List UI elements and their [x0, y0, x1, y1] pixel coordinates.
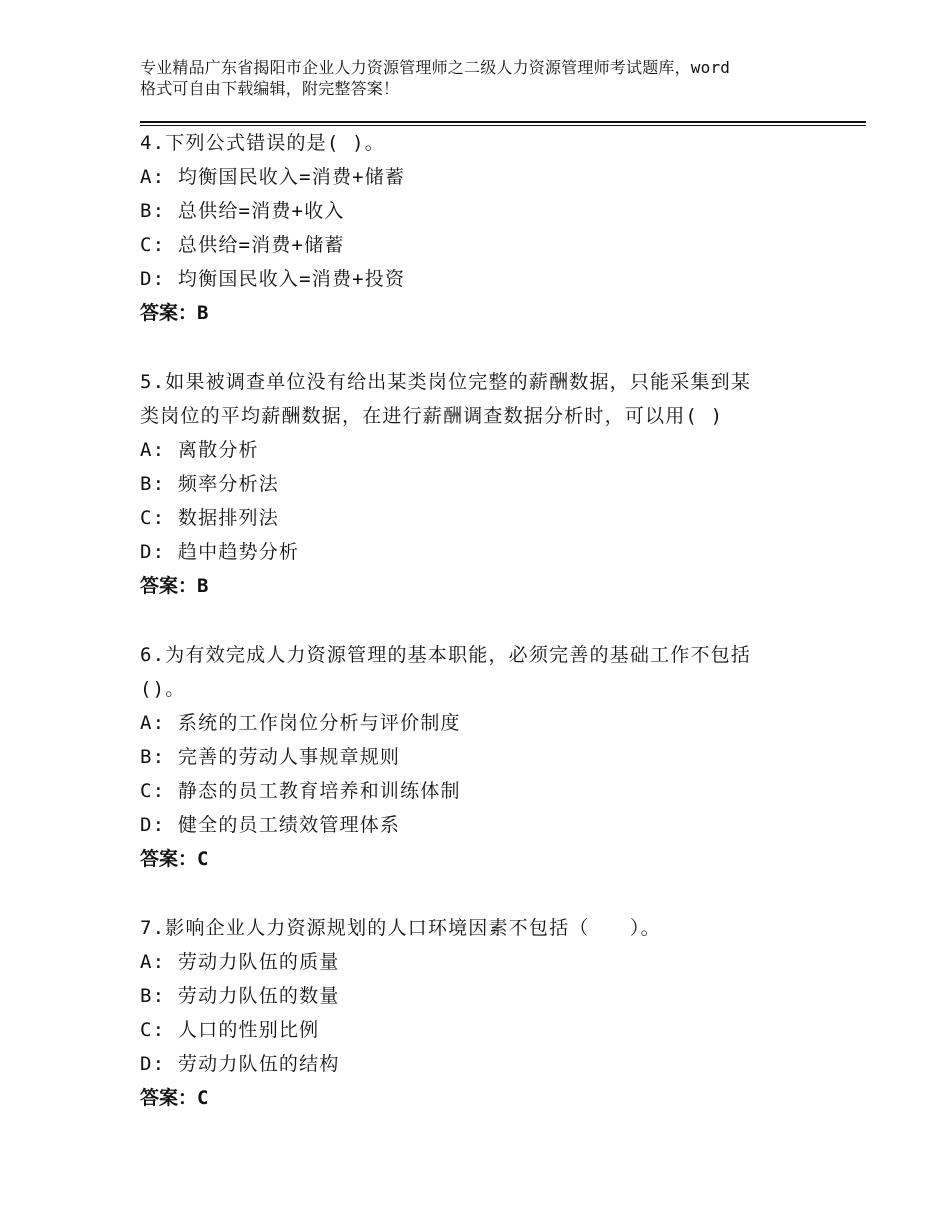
option-b: B: 劳动力队伍的数量 [140, 985, 340, 1007]
option-d: D: 趋中趋势分析 [140, 541, 300, 563]
document-header: 专业精品广东省揭阳市企业人力资源管理师之二级人力资源管理师考试题库，word 格式可自由下载编辑，附完整答案！ [140, 58, 731, 98]
question-6 [140, 638, 840, 876]
answer-line [140, 569, 840, 603]
answer-value: B [197, 575, 209, 597]
answer-label: 答案： [140, 575, 198, 597]
option-b: B: 总供给=消费+收入 [140, 200, 345, 222]
option-a: A: 劳动力队伍的质量 [140, 951, 340, 973]
question-4 [140, 126, 840, 330]
question-text: 5.如果被调查单位没有给出某类岗位完整的薪酬数据，只能采集到某 类岗位的平均薪酬数据，在进行薪酬调查数据分析时，可以用( ) [140, 371, 752, 427]
answer-value: C [197, 1087, 209, 1109]
option-a: A: 系统的工作岗位分析与评价制度 [140, 712, 461, 734]
option-c: C: 数据排列法 [140, 507, 279, 529]
option-c: C: 总供给=消费+储蓄 [140, 234, 345, 256]
answer-label: 答案： [140, 848, 198, 870]
answer-label: 答案： [140, 302, 198, 324]
question-5 [140, 365, 840, 603]
answer-line [140, 842, 840, 876]
option-d: D: 均衡国民收入=消费+投资 [140, 268, 406, 290]
answer-label: 答案： [140, 1087, 198, 1109]
option-c: C: 人口的性别比例 [140, 1019, 320, 1041]
question-text: 7.影响企业人力资源规划的人口环境因素不包括（ ）。 [140, 917, 661, 939]
answer-line [140, 1081, 840, 1115]
answer-value: C [197, 848, 209, 870]
question-text: 4.下列公式错误的是( )。 [140, 132, 385, 154]
question-text: 6.为有效完成人力资源管理的基本职能，必须完善的基础工作不包括 ()。 [140, 644, 752, 700]
answer-value: B [197, 302, 209, 324]
option-b: B: 频率分析法 [140, 473, 279, 495]
option-a: A: 均衡国民收入=消费+储蓄 [140, 166, 406, 188]
option-b: B: 完善的劳动人事规章规则 [140, 746, 401, 768]
header-rule-thick [140, 121, 866, 123]
option-d: D: 健全的员工绩效管理体系 [140, 814, 401, 836]
question-7 [140, 911, 840, 1115]
option-a: A: 离散分析 [140, 439, 259, 461]
option-c: C: 静态的员工教育培养和训练体制 [140, 780, 461, 802]
answer-line [140, 296, 840, 330]
option-d: D: 劳动力队伍的结构 [140, 1053, 340, 1075]
